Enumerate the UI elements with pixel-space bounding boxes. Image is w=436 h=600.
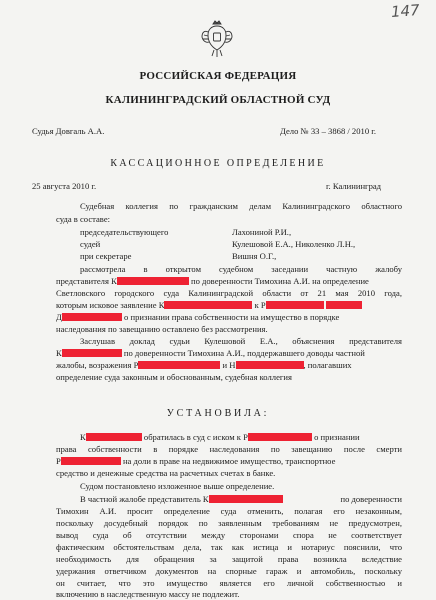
court-heading: КАЛИНИНГРАДСКИЙ ОБЛАСТНОЙ СУД xyxy=(105,94,331,106)
body-line: рассмотрела в открытом судебном заседании частную жалобу xyxy=(80,264,402,274)
body-line: Кулешовой Е.А., Николенко Л.Н., xyxy=(232,239,356,249)
body-line: К обратилась в суд с иском к Р о признании xyxy=(80,432,360,442)
body-line: Вишня О.Г., xyxy=(232,251,277,261)
body-line: фактическим обстоятельствам дела, так как истица и нотариус пояснили, что xyxy=(56,542,402,552)
body-line: Светловского городского суда Калининградской области от 21 мая 2010 года, xyxy=(56,288,402,298)
body-line: Д о признании права собственности на имущество в порядке xyxy=(56,312,340,322)
body-line: при секретаре xyxy=(80,251,132,261)
body-line: К по доверенности Тимохина А.И., поддержавшего доводы частной xyxy=(56,348,365,358)
redaction-mark xyxy=(326,301,362,309)
redaction-mark xyxy=(266,301,324,309)
federation-heading: РОССИЙСКАЯ ФЕДЕРАЦИЯ xyxy=(139,70,297,82)
body-line: наследования по завещанию оставлено без рассмотрения. xyxy=(56,324,268,334)
redaction-mark xyxy=(236,361,304,369)
redaction-mark xyxy=(62,313,122,321)
redaction-mark xyxy=(209,495,283,503)
redaction-mark xyxy=(62,349,122,357)
document-title: КАССАЦИОННОЕ ОПРЕДЕЛЕНИЕ xyxy=(110,158,326,169)
redaction-mark xyxy=(248,433,312,441)
body-line: поскольку досудебный порядок по заявленным требованиям не предусмотрен, xyxy=(56,518,402,528)
body-line: определение суда законным и обоснованным, судебная коллегия xyxy=(56,372,292,382)
body-line: вывод суда об отсутствии между сторонами спора не соответствует xyxy=(56,530,402,540)
body-line: Судебная коллегия по гражданским делам Калининградского областного xyxy=(80,201,402,211)
body-line: представителя К по доверенности Тимохина А.И. на определение xyxy=(56,276,369,286)
page-number: 147 xyxy=(390,1,421,21)
body-line: права собственности в порядке наследования по завещанию после смерти xyxy=(56,444,402,454)
section-heading: УСТАНОВИЛА: xyxy=(166,408,270,419)
body-line: суда в составе: xyxy=(56,214,111,224)
redaction-mark xyxy=(164,301,252,309)
body-line: Лахониной Р.И., xyxy=(232,227,292,237)
body-line: удержания ответчиком документов на спорные гараж и автомобиль, поскольку xyxy=(56,566,402,576)
body-line: средство и денежные средства на расчетных счетах в банке. xyxy=(56,468,276,478)
redaction-mark xyxy=(117,277,189,285)
body-line: которым исковое заявление К к Р xyxy=(56,300,402,311)
body-line: он считает, что это имущество является его личной собственностью и xyxy=(56,578,402,588)
coat-of-arms-icon xyxy=(200,20,234,58)
body-line: включению в наследственную массу не подлежит. xyxy=(56,589,240,599)
body-line: Р на доли в праве на недвижимое имущество, транспортное xyxy=(56,456,336,466)
redaction-mark xyxy=(61,457,121,465)
body-line: жалобы, возражения Р и Н , полагавших xyxy=(56,360,352,370)
body-line: председательствующего xyxy=(80,227,169,237)
body-line: судей xyxy=(80,239,101,249)
document-city: г. Калининград xyxy=(326,181,382,191)
redaction-mark xyxy=(86,433,142,441)
case-number: Дело № 33 – 3868 / 2010 г. xyxy=(280,126,376,136)
body-line: необходимость для обращения за защитой права возникла вследствие xyxy=(56,554,402,564)
body-line: Судом постановлено изложенное выше определение. xyxy=(80,481,275,491)
body-line: В частной жалобе представитель К по доверенности xyxy=(80,494,402,504)
body-line: Заслушав доклад судьи Кулешовой Е.А., объяснения представителя xyxy=(80,336,402,346)
document-date: 25 августа 2010 г. xyxy=(32,181,97,191)
body-line: Тимохин А.И. просит определение суда отменить, полагая его незаконным, xyxy=(56,506,402,516)
redaction-mark xyxy=(138,361,220,369)
judge-name: Судья Довгаль А.А. xyxy=(32,126,105,136)
